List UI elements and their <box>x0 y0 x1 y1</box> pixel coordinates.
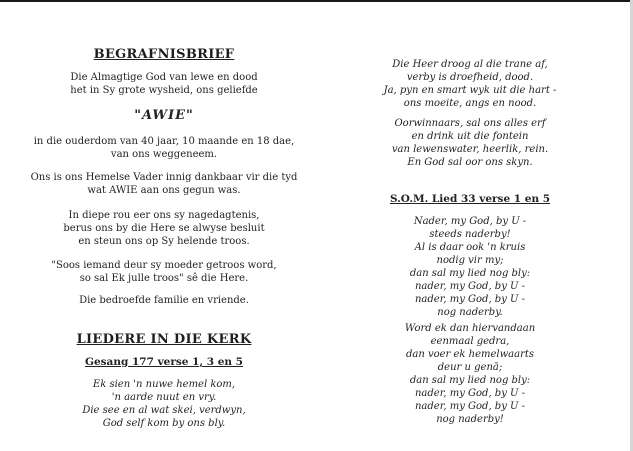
intro-line: het in Sy grote wysheid, ons geliefde <box>70 85 258 96</box>
som-line: deur u genā; <box>437 362 503 373</box>
family-text: Die bedroefde familie en vriende. <box>79 295 249 306</box>
stanza-line: Ja, pyn en smart wyk uit die hart - <box>383 85 557 96</box>
hymn-line: 'n aarde nuut en vry. <box>111 392 217 403</box>
intro-line: Die Almagtige God van lewe en dood <box>70 72 258 83</box>
som-line: Al is daar ook 'n kruis <box>414 242 526 253</box>
som-line: nader, my God, by U - <box>414 294 526 305</box>
memory-line: In diepe rou eer ons sy nagedagtenis, <box>68 210 260 221</box>
intro-text <box>28 71 300 97</box>
hymn-line: Ek sien 'n nuwe hemel kom, <box>92 379 236 390</box>
som-line: steeds naderby! <box>429 229 511 240</box>
hymn-line: Die see en al wat skei, verdwyn, <box>82 405 246 416</box>
som-line: eenmaal gedra, <box>430 336 510 347</box>
age-line: van ons weggeneem. <box>110 149 218 160</box>
som-line: dan sal my lied nog bly: <box>409 375 531 386</box>
stanza-line: en drink uit die fontein <box>411 131 529 142</box>
age-text <box>28 135 300 161</box>
som-line: nader, my God, by U - <box>414 281 526 292</box>
som-line: nog naderby! <box>436 414 504 425</box>
stanza-line: Die Heer droog al die trane af, <box>392 59 548 70</box>
quote-line: so sal Ek julle troos" sê die Here. <box>79 273 249 284</box>
som-line: Word ek dan hiervandaan <box>404 323 536 334</box>
som-line: dan sal my lied nog bly: <box>409 268 531 279</box>
hymn-line: God self kom by ons bly. <box>102 418 226 429</box>
church-songs-title: LIEDERE IN DIE KERK <box>76 332 252 347</box>
som-line: nader, my God, by U - <box>414 401 526 412</box>
som-verse-1 <box>350 215 590 319</box>
thanks-line: wat AWIE aan ons gegun was. <box>87 185 241 196</box>
memory-line: berus ons by die Here se alwyse besluit <box>63 223 265 234</box>
page-title: BEGRAFNISBRIEF <box>93 47 235 62</box>
som-line: nodig vir my; <box>436 255 504 266</box>
som-line: Nader, my God, by U - <box>413 216 527 227</box>
age-line: in die ouderdom van 40 jaar, 10 maande en 18 dae, <box>33 136 295 147</box>
som-line: dan voer ek hemelwaarts <box>405 349 535 360</box>
som-line: nader, my God, by U - <box>414 388 526 399</box>
memory-line: en steun ons op Sy helende troos. <box>78 236 250 247</box>
quote-line: "Soos iemand deur sy moeder getroos word, <box>51 260 277 271</box>
memory-text <box>28 209 300 248</box>
som-verse-5 <box>350 322 590 426</box>
stanza-line: En God sal oor ons skyn. <box>407 157 533 168</box>
thanks-line: Ons is ons Hemelse Vader innig dankbaar vir die tyd <box>30 172 298 183</box>
hymn-verses <box>28 378 300 430</box>
stanza-line: van lewenswater, heerlik, rein. <box>391 144 549 155</box>
hymn-stanza-continued <box>350 58 590 110</box>
stanza-line: ons moeite, angs en nood. <box>403 98 537 109</box>
top-border-line <box>0 0 633 2</box>
quote-text <box>28 259 300 285</box>
thanks-text <box>28 171 300 197</box>
som-song-title: S.O.M. Lied 33 verse 1 en 5 <box>389 193 551 205</box>
stanza-line: verby is droefheid, dood. <box>406 72 534 83</box>
hymn-title: Gesang 177 verse 1, 3 en 5 <box>85 356 243 368</box>
deceased-name: "AWIE" <box>134 108 194 123</box>
stanza-line: Oorwinnaars, sal ons alles erf <box>394 118 546 129</box>
som-line: nog naderby. <box>437 307 503 318</box>
hymn-stanza-final <box>350 117 590 169</box>
